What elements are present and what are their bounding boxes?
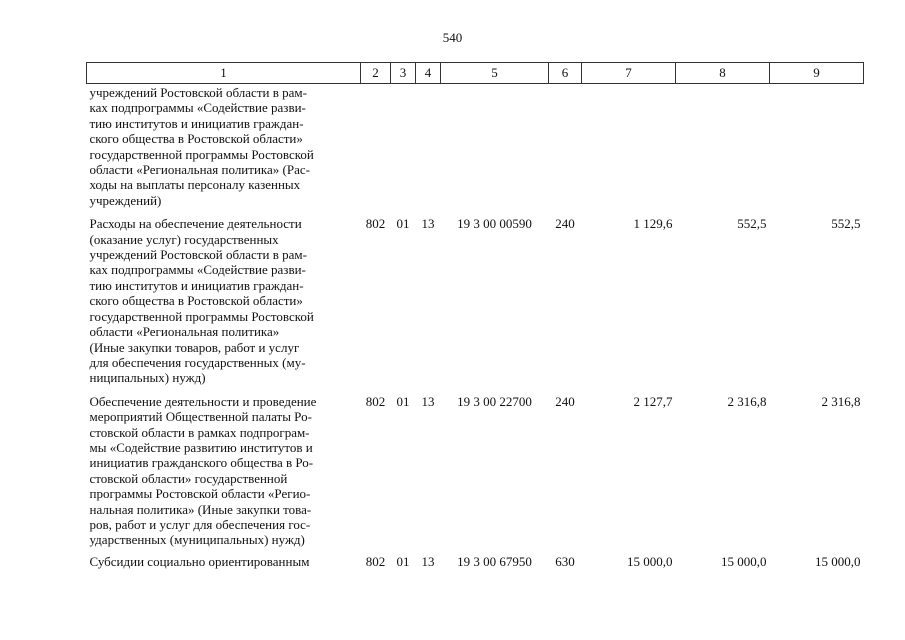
description-line: стовской области» государственной bbox=[89, 470, 288, 486]
amount-year-1: 1 129,6 bbox=[633, 216, 673, 232]
header-row bbox=[87, 63, 864, 84]
description-line: Расходы на обеспечение деятельности bbox=[89, 216, 302, 232]
description-line: области «Региональная политика» bbox=[89, 324, 280, 340]
description-line: ского общества в Ростовской области» bbox=[89, 293, 303, 309]
description-line: учреждений) bbox=[89, 192, 162, 208]
subsection-code: 13 bbox=[421, 393, 435, 409]
description-line: (Иные закупки товаров, работ и услуг bbox=[89, 339, 300, 355]
description-line: ского общества в Ростовской области» bbox=[89, 131, 303, 147]
amount-year-2: 15 000,0 bbox=[721, 553, 767, 569]
section-code: 01 bbox=[396, 553, 410, 569]
section-code bbox=[391, 84, 416, 209]
amount-year-1: 15 000,0 bbox=[627, 553, 673, 569]
table-row bbox=[87, 548, 864, 569]
header-cell-3: 3 bbox=[391, 63, 416, 84]
description-line: ках подпрограммы «Содействие разви- bbox=[89, 100, 306, 116]
description-line: программы Ростовской области «Регио- bbox=[89, 486, 311, 502]
budget-table bbox=[86, 62, 864, 569]
department-code: 802 bbox=[365, 216, 386, 232]
header-cell-4: 4 bbox=[416, 63, 441, 84]
header-cell-9: 9 bbox=[770, 63, 864, 84]
expense-type-code: 240 bbox=[555, 393, 575, 409]
department-code: 802 bbox=[365, 553, 386, 569]
header-cell-8: 8 bbox=[676, 63, 770, 84]
description-line: области «Региональная политика» (Рас- bbox=[89, 162, 310, 178]
header-cell-1: 1 bbox=[87, 63, 361, 84]
page-number: 540 bbox=[442, 30, 463, 45]
amount-year-3: 552,5 bbox=[831, 216, 861, 232]
section-code: 01 bbox=[396, 393, 410, 409]
description-line: ходы на выплаты персоналу казенных bbox=[89, 177, 301, 193]
row-description bbox=[87, 84, 361, 209]
description-line: государственной программы Ростовской bbox=[89, 308, 314, 324]
table-row bbox=[87, 208, 864, 385]
description-line: тию институтов и инициатив граждан- bbox=[89, 115, 304, 131]
amount-year-2 bbox=[676, 84, 770, 209]
subsection-code bbox=[416, 84, 441, 209]
row-description bbox=[87, 386, 361, 548]
header-cell-7: 7 bbox=[582, 63, 676, 84]
target-article-code bbox=[441, 84, 549, 209]
description-line: для обеспечения государственных (му- bbox=[89, 354, 306, 370]
description-line: учреждений Ростовской области в рам- bbox=[89, 247, 307, 263]
description-line: ниципальных) нужд) bbox=[89, 370, 206, 386]
description-line: (оказание услуг) государственных bbox=[89, 231, 279, 247]
description-line: мы «Содействие развитию институтов и bbox=[89, 439, 313, 455]
description-line: учреждений Ростовской области в рам- bbox=[89, 85, 307, 100]
target-article-code: 19 3 00 67950 bbox=[457, 553, 532, 569]
table-row bbox=[87, 84, 864, 209]
description-line: мероприятий Общественной палаты Ро- bbox=[89, 409, 312, 425]
amount-year-2: 552,5 bbox=[737, 216, 767, 232]
department-code bbox=[361, 84, 391, 209]
subsection-code: 13 bbox=[421, 216, 435, 232]
header-cell-2: 2 bbox=[361, 63, 391, 84]
description-line: инициатив гражданского общества в Ро- bbox=[89, 455, 314, 471]
section-code: 01 bbox=[396, 216, 410, 232]
description-line: нальная политика» (Иные закупки това- bbox=[89, 501, 312, 517]
description-line: стовской области в рамках подпрограм- bbox=[89, 424, 310, 440]
expense-type-code bbox=[549, 84, 582, 209]
description-line: государственной программы Ростовской bbox=[89, 146, 314, 162]
description-line: Обеспечение деятельности и проведение bbox=[89, 393, 317, 409]
description-line: Субсидии социально ориентированным bbox=[89, 553, 310, 569]
department-code: 802 bbox=[365, 393, 386, 409]
target-article-code: 19 3 00 00590 bbox=[457, 216, 532, 232]
description-line: ров, работ и услуг для обеспечения гос- bbox=[89, 516, 311, 532]
expense-type-code: 240 bbox=[555, 216, 575, 232]
amount-year-3 bbox=[770, 84, 864, 209]
expense-type-code: 630 bbox=[555, 553, 575, 569]
table-row bbox=[87, 386, 864, 548]
amount-year-3: 2 316,8 bbox=[821, 393, 861, 409]
amount-year-2: 2 316,8 bbox=[727, 393, 767, 409]
amount-year-1 bbox=[582, 84, 676, 209]
amount-year-1: 2 127,7 bbox=[633, 393, 673, 409]
description-line: ках подпрограммы «Содействие разви- bbox=[89, 262, 306, 278]
row-description bbox=[87, 208, 361, 385]
description-line: тию институтов и инициатив граждан- bbox=[89, 277, 304, 293]
subsection-code: 13 bbox=[421, 553, 435, 569]
header-cell-6: 6 bbox=[549, 63, 582, 84]
amount-year-3: 15 000,0 bbox=[815, 553, 861, 569]
header-cell-5: 5 bbox=[441, 63, 549, 84]
row-description bbox=[87, 548, 361, 569]
description-line: ударственных (муниципальных) нужд) bbox=[89, 532, 305, 548]
target-article-code: 19 3 00 22700 bbox=[457, 393, 532, 409]
